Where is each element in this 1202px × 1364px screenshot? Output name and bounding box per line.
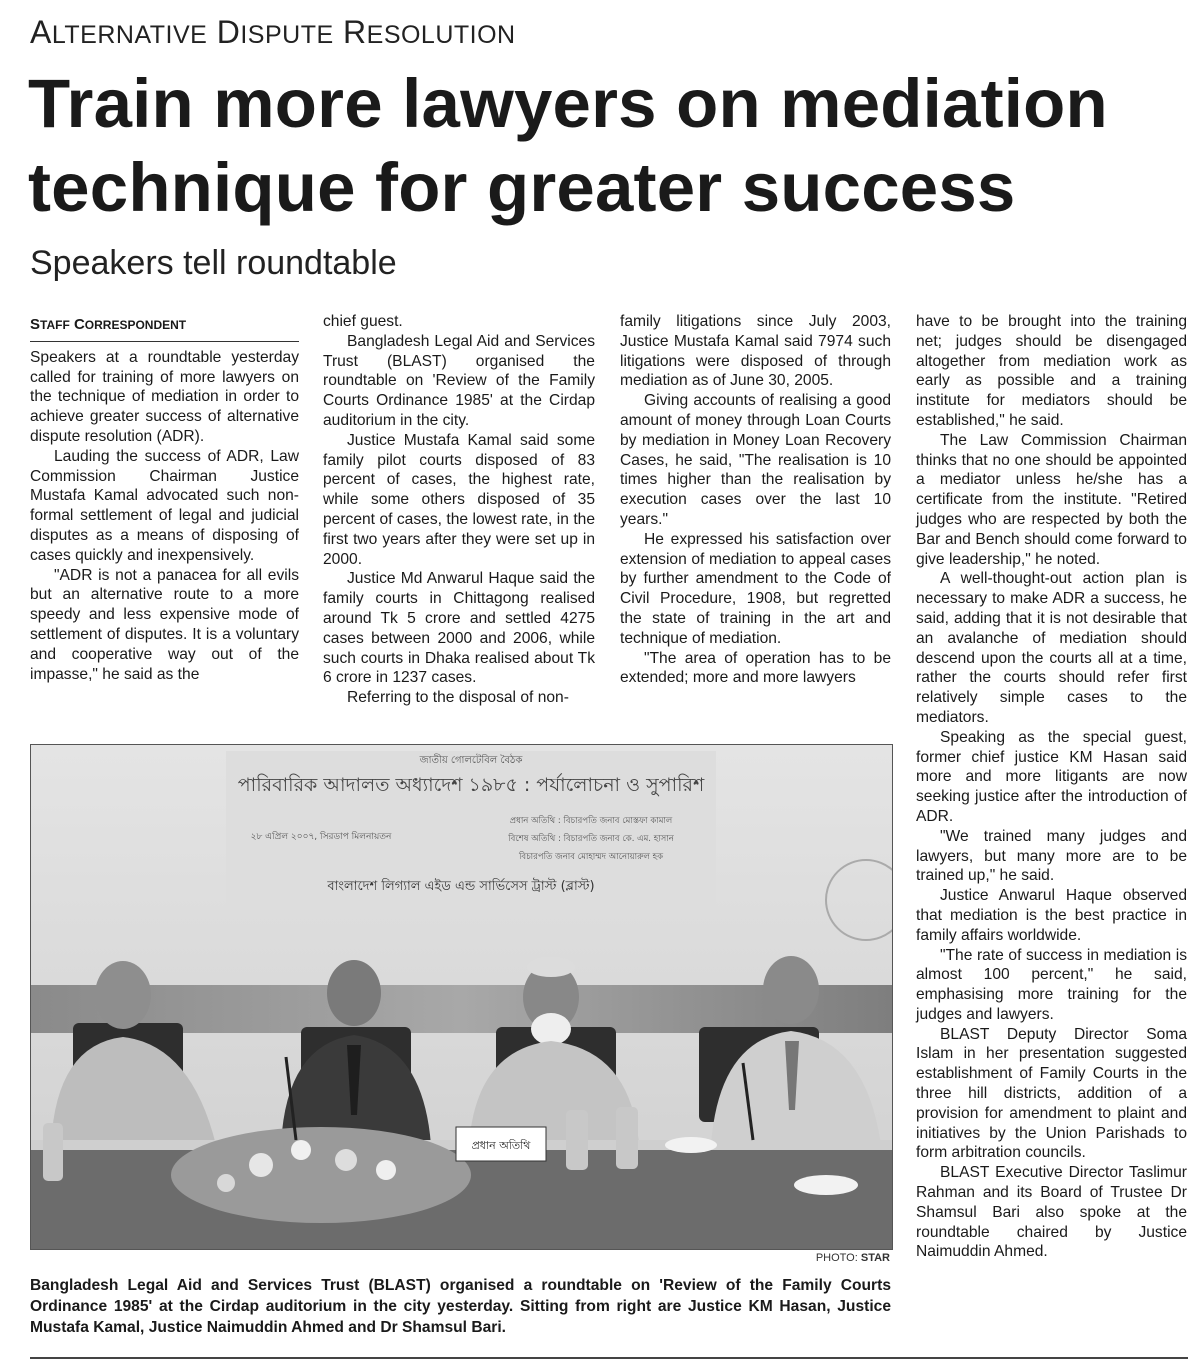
headline-line-2: technique for greater success [28,149,1016,226]
photo-caption: Bangladesh Legal Aid and Services Trust (BLAST) organised a roundtable on 'Review of the Family Courts Ordinance 1985' at the Cirdap auditorium in the city yesterday. Sitting from right are Justice KM Hasan, Justice Mustafa Kamal, Justice Naimuddin Ahmed and Dr Shamsul Bari. [30,1277,891,1336]
water-bottle [566,1110,588,1170]
cap [527,957,575,977]
subheadline: Speakers tell roundtable [30,244,397,282]
flower [291,1140,311,1160]
flower [249,1153,273,1177]
paragraph: "The area of operation has to be extended; more and more lawyers [620,649,891,687]
paragraph: A well-thought-out action plan is necessary to make ADR a success, he said, adding that it is not desirable that an avalanche of mediation should descend upon the courts all at a time, rather the courts should refer first relatively simple cases to the mediators. [916,570,1187,726]
banner-title-text: পারিবারিক আদালত অধ্যাদেশ ১৯৮৫ : পর্যালোচনা ও সুপারিশ [237,774,705,796]
paragraph: He expressed his satisfaction over extension of mediation to appeal cases by further amendment to the Code of Civil Procedure, 1908, but regretted the state of training in the art and technique of mediation. [620,530,891,647]
paragraph: Giving accounts of realising a good amount of money through Loan Courts by mediation in Money Loan Recovery Cases, he said, "The realisation is 10 times higher than the realisation by execution cases over the last 10 years." [620,392,891,528]
banner-special-text: বিশেষ অতিথি : বিচারপতি জনাব কে. এম. হাসান [508,834,674,844]
banner-date-text: ২৮ এপ্রিল ২০০৭, সিরডাপ মিলনায়তন [250,832,392,842]
paragraph: family litigations since July 2003, Justice Mustafa Kamal said 7974 such litigations were disposed of through mediation as of June 30, 2005. [620,313,891,390]
photo-illustration [31,745,892,1249]
paragraph: "We trained many judges and lawyers, but many more are to be trained up," he said. [916,827,1187,885]
banner-chair-text: বিচারপতি জনাব মোহাম্মদ আনোয়ারুল হক [518,852,664,862]
banner-chief-text: প্রধান অতিথি : বিচারপতি জনাব মোস্তফা কামাল [509,816,673,826]
flower [335,1149,357,1171]
kicker-word-3: RESOLUTION [343,14,516,50]
person-head [763,956,819,1024]
flower [376,1160,396,1180]
plate [794,1175,858,1195]
byline-divider [30,341,299,342]
paragraph: "ADR is not a panacea for all evils but an alternative route to a more speedy and less expensive mode of settlement of disputes. It is a voluntary and cooperative way out of the impasse," he said as the [30,566,299,683]
paragraph: Referring to the disposal of non- [347,689,569,707]
paragraph: Justice Anwarul Haque observed that mediation is the best practice in family affairs worldwide. [916,887,1187,944]
paragraph: have to be brought into the training net; judges should be disengaged altogether from mediation work as early as possible and a training institute for mediators should be established," he said. [916,313,1187,429]
banner-org-text: বাংলাদেশ লিগ্যাল এইড এন্ড সার্ভিসেস ট্রাস্ট (ব্লাস্ট) [327,879,595,894]
byline: STAFF CORRESPONDENT [30,316,187,333]
news-photo [30,744,893,1250]
paragraph: Justice Mustafa Kamal said some family pilot courts disposed of 83 percent of cases, the highest rate, while some others disposed of 35 percent of cases, the lowest rate, in the first two years after they were set up in 2000. [323,431,595,568]
paragraph: The Law Commission Chairman thinks that no one should be appointed a mediator unless he/she has a certificate from the institute. "Retired judges who are respected by both the Bar and Bench should come forward to give leadership," he noted. [916,431,1187,568]
article-column-4 [916,312,1187,1262]
banner-top-text: জাতীয় গোলটেবিল বৈঠক [419,755,523,766]
paragraph: BLAST Deputy Director Soma Islam in her presentation suggested establishment of Family Courts in the three hill districts, addition of a provision for amendment to plaint and initiatives by the Union Parishads to form arbitration councils. [916,1025,1187,1162]
paragraph: BLAST Executive Director Taslimur Rahman and its Board of Trustee Dr Shamsul Bari also spoke at the roundtable chaired by Justice Naimuddin Ahmed. [916,1164,1187,1261]
beard [531,1013,571,1045]
kicker-word-1: ALTERNATIVE [30,14,208,50]
article-column-3 [620,312,891,688]
kicker-word-2: DISPUTE [216,14,334,50]
paragraph: Speaking as the special guest, former chief justice KM Hasan said more and more litigants are now seeking justice after the introduction of ADR. [916,728,1187,825]
paragraph: Bangladesh Legal Aid and Services Trust (BLAST) organised the roundtable on 'Review of the Family Courts Ordinance 1985' at the Cirdap auditorium in the city. [323,332,595,429]
paragraph: Speakers at a roundtable yesterday called for training of more lawyers on the technique of mediation in order to achieve greater success of alternative dispute resolution (ADR). [30,348,299,445]
water-bottle [616,1107,638,1169]
headline-line-1: Train more lawyers on mediation [28,65,1108,142]
headline [28,62,1188,230]
paragraph: Justice Md Anwarul Haque said the family courts in Chittagong realised around Tk 5 crore and settled 4275 cases between 2000 and 2006, while such courts in Dhaka realised about Tk 6 crore in 1237 cases. [323,570,595,687]
flower [217,1174,235,1192]
paragraph: "The rate of success in mediation is almost 100 percent," he said, emphasising more training for the judges and lawyers. [916,946,1187,1023]
paragraph: chief guest. [323,313,403,330]
person-head [327,960,381,1026]
article-column-1 [30,312,299,684]
flower-arrangement [171,1127,471,1223]
bottom-divider [30,1357,1188,1359]
paragraph: Lauding the success of ADR, Law Commission Chairman Justice Mustafa Kamal advocated such non-formal settlement of legal and judicial disputes as a means of disposing of cases quickly and inexpensively. [30,447,299,564]
person-head [95,961,151,1029]
article-column-2 [323,312,595,708]
photo-credit: PHOTO: STAR [815,1252,890,1264]
placard-text: প্রধান অতিথি [471,1139,531,1152]
section-kicker [30,14,516,51]
plate [665,1137,717,1153]
water-bottle [43,1123,63,1181]
